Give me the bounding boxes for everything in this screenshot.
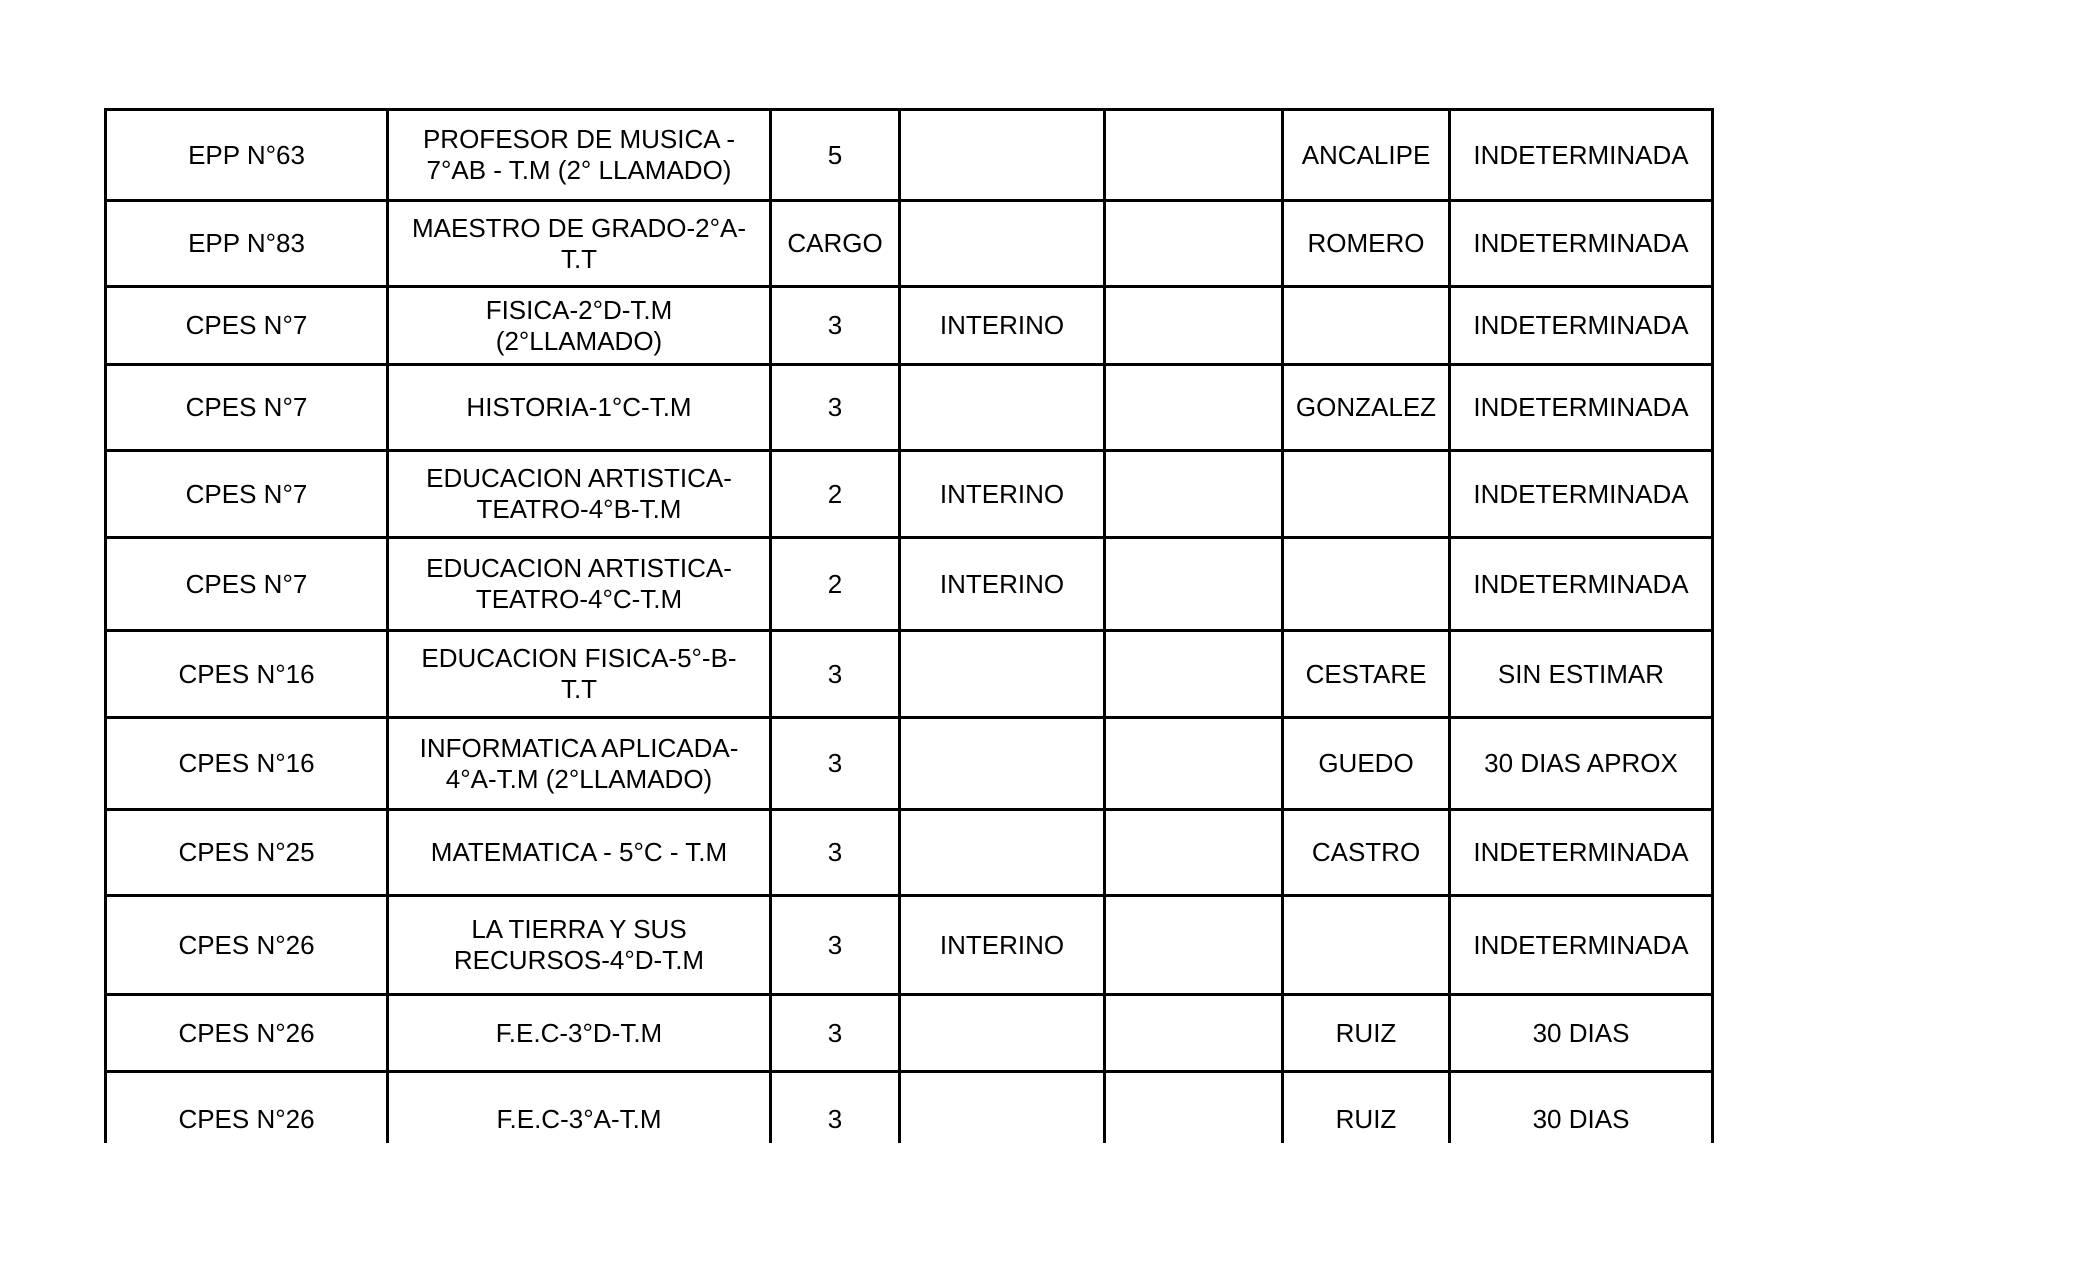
cell-blank — [1105, 631, 1283, 718]
cell-position: LA TIERRA Y SUS RECURSOS-4°D-T.M — [388, 896, 771, 995]
cell-blank — [1105, 896, 1283, 995]
cell-position: FISICA-2°D-T.M (2°LLAMADO) — [388, 287, 771, 365]
table-row — [106, 995, 1713, 1072]
cell-position: MATEMATICA - 5°C - T.M — [388, 810, 771, 896]
cell-hours: 3 — [771, 995, 900, 1072]
cell-surname — [1283, 896, 1450, 995]
cell-school: CPES N°7 — [106, 451, 388, 538]
cell-blank — [1105, 995, 1283, 1072]
cell-school: EPP N°63 — [106, 110, 388, 201]
cell-surname: GUEDO — [1283, 718, 1450, 810]
cell-hours: 3 — [771, 810, 900, 896]
table-viewport — [104, 108, 1720, 1143]
cell-position: EDUCACION FISICA-5°-B-T.T — [388, 631, 771, 718]
cell-duration: INDETERMINADA — [1450, 451, 1713, 538]
cell-blank — [1105, 810, 1283, 896]
cell-duration: 30 DIAS — [1450, 1072, 1713, 1144]
cell-hours: 3 — [771, 896, 900, 995]
table-body — [106, 110, 1713, 1144]
cell-position: EDUCACION ARTISTICA-TEATRO-4°C-T.M — [388, 538, 771, 631]
cell-school: CPES N°26 — [106, 896, 388, 995]
cell-school: EPP N°83 — [106, 201, 388, 287]
cell-surname: CESTARE — [1283, 631, 1450, 718]
cell-blank — [1105, 538, 1283, 631]
cell-status — [900, 995, 1105, 1072]
cell-status — [900, 1072, 1105, 1144]
cell-duration: INDETERMINADA — [1450, 810, 1713, 896]
cell-duration: INDETERMINADA — [1450, 365, 1713, 451]
cell-surname: GONZALEZ — [1283, 365, 1450, 451]
cell-status — [900, 718, 1105, 810]
table-row — [106, 451, 1713, 538]
cell-surname: RUIZ — [1283, 1072, 1450, 1144]
cell-position: MAESTRO DE GRADO-2°A-T.T — [388, 201, 771, 287]
cell-position: PROFESOR DE MUSICA - 7°AB - T.M (2° LLAMADO) — [388, 110, 771, 201]
cell-status: INTERINO — [900, 896, 1105, 995]
table-row — [106, 365, 1713, 451]
cell-position: HISTORIA-1°C-T.M — [388, 365, 771, 451]
cell-school: CPES N°7 — [106, 538, 388, 631]
cell-hours: 3 — [771, 287, 900, 365]
table-row — [106, 287, 1713, 365]
cell-blank — [1105, 1072, 1283, 1144]
cell-duration: SIN ESTIMAR — [1450, 631, 1713, 718]
cell-status: INTERINO — [900, 538, 1105, 631]
cell-duration: INDETERMINADA — [1450, 538, 1713, 631]
cell-duration: INDETERMINADA — [1450, 201, 1713, 287]
table-row — [106, 1072, 1713, 1144]
cell-status — [900, 201, 1105, 287]
table-row — [106, 538, 1713, 631]
cell-hours: 3 — [771, 365, 900, 451]
cell-surname — [1283, 538, 1450, 631]
cell-blank — [1105, 718, 1283, 810]
cell-hours: 3 — [771, 718, 900, 810]
cell-position: F.E.C-3°D-T.M — [388, 995, 771, 1072]
cell-duration: INDETERMINADA — [1450, 110, 1713, 201]
cell-hours: 5 — [771, 110, 900, 201]
cell-position: INFORMATICA APLICADA-4°A-T.M (2°LLAMADO) — [388, 718, 771, 810]
cell-duration: 30 DIAS — [1450, 995, 1713, 1072]
cell-status — [900, 110, 1105, 201]
cell-duration: 30 DIAS APROX — [1450, 718, 1713, 810]
cell-blank — [1105, 287, 1283, 365]
cell-status — [900, 810, 1105, 896]
cell-hours: 3 — [771, 631, 900, 718]
cell-school: CPES N°7 — [106, 365, 388, 451]
cell-status: INTERINO — [900, 451, 1105, 538]
cell-surname: ANCALIPE — [1283, 110, 1450, 201]
cell-hours: 3 — [771, 1072, 900, 1144]
table-row — [106, 201, 1713, 287]
cell-surname: ROMERO — [1283, 201, 1450, 287]
cell-surname: RUIZ — [1283, 995, 1450, 1072]
cell-school: CPES N°16 — [106, 631, 388, 718]
table-row — [106, 810, 1713, 896]
cell-school: CPES N°16 — [106, 718, 388, 810]
cell-blank — [1105, 365, 1283, 451]
cell-blank — [1105, 110, 1283, 201]
cell-hours: 2 — [771, 538, 900, 631]
cell-status — [900, 631, 1105, 718]
cell-school: CPES N°7 — [106, 287, 388, 365]
cell-school: CPES N°25 — [106, 810, 388, 896]
schedule-table — [104, 108, 1714, 1143]
cell-blank — [1105, 201, 1283, 287]
cell-surname — [1283, 451, 1450, 538]
table-row — [106, 110, 1713, 201]
table-row — [106, 718, 1713, 810]
cell-surname — [1283, 287, 1450, 365]
cell-status — [900, 365, 1105, 451]
cell-hours: CARGO — [771, 201, 900, 287]
cell-position: F.E.C-3°A-T.M — [388, 1072, 771, 1144]
cell-duration: INDETERMINADA — [1450, 287, 1713, 365]
cell-blank — [1105, 451, 1283, 538]
cell-school: CPES N°26 — [106, 1072, 388, 1144]
cell-hours: 2 — [771, 451, 900, 538]
cell-position: EDUCACION ARTISTICA-TEATRO-4°B-T.M — [388, 451, 771, 538]
cell-school: CPES N°26 — [106, 995, 388, 1072]
cell-duration: INDETERMINADA — [1450, 896, 1713, 995]
cell-status: INTERINO — [900, 287, 1105, 365]
table-row — [106, 896, 1713, 995]
cell-surname: CASTRO — [1283, 810, 1450, 896]
table-row — [106, 631, 1713, 718]
